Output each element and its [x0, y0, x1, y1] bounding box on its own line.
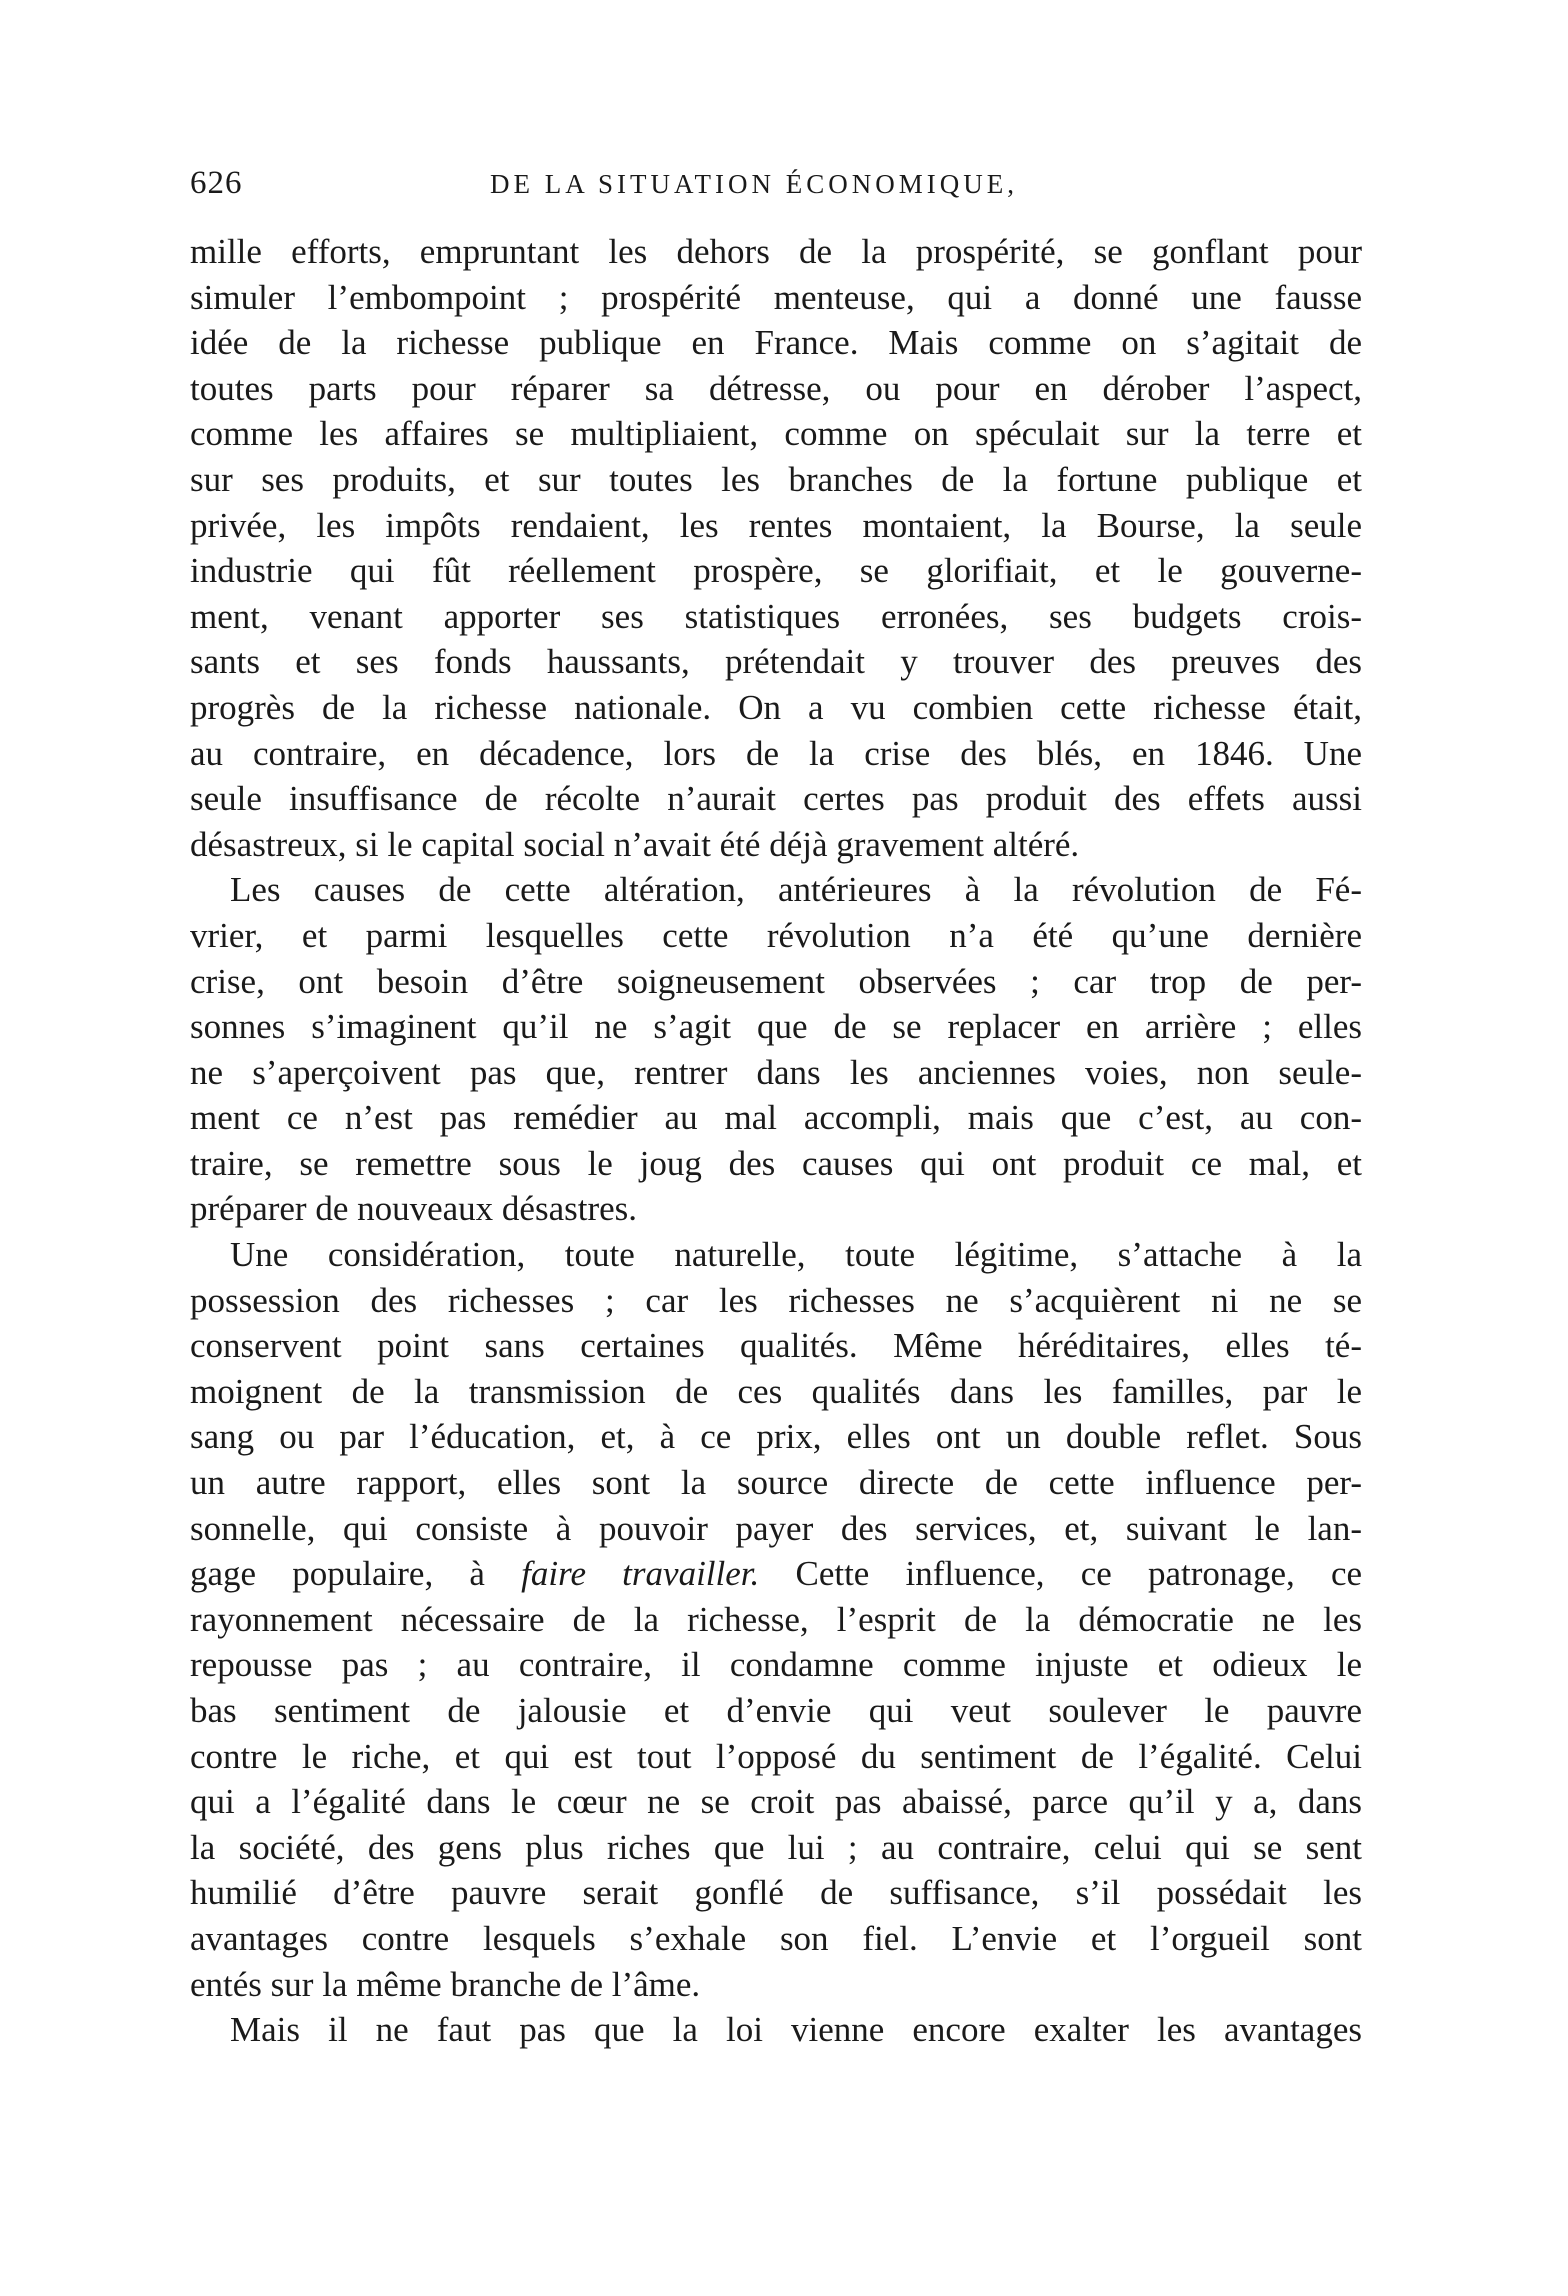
text-line: humilié d’être pauvre serait gonflé de suffisance, s’il possédait les [190, 1873, 1362, 1913]
text-line: ment ce n’est pas remédier au mal accompli, mais que c’est, au con- [190, 1098, 1362, 1138]
text-line: mille efforts, empruntant les dehors de la prospérité, se gonflant pour [190, 232, 1362, 271]
text-line: idée de la richesse publique en France. Mais comme on s’agitait de [190, 323, 1362, 363]
running-title: DE LA SITUATION ÉCONOMIQUE, [490, 169, 1018, 199]
text-line: possession des richesses ; car les richesses ne s’acquièrent ni ne se [190, 1280, 1362, 1320]
text-line: qui a l’égalité dans le cœur ne se croit pas abaissé, parce qu’il y a, dans [190, 1782, 1362, 1822]
text-line: crise, ont besoin d’être soigneusement observées ; car trop de per- [190, 961, 1362, 1001]
text-line: Mais il ne faut pas que la loi vienne encore exalter les avantages [230, 2010, 1362, 2050]
text-line: sonnelle, qui consiste à pouvoir payer des services, et, suivant le lan- [190, 1508, 1362, 1548]
text-line: Les causes de cette altération, antérieures à la révolution de Fé- [230, 870, 1362, 910]
text-line: seule insuffisance de récolte n’aurait certes pas produit des effets aussi [190, 779, 1362, 819]
text-line: rayonnement nécessaire de la richesse, l’esprit de la démocratie ne les [190, 1599, 1362, 1639]
text-line: moignent de la transmission de ces qualités dans les familles, par le [190, 1371, 1362, 1411]
paragraph-3 [190, 1232, 1362, 2007]
text-line: ne s’aperçoivent pas que, rentrer dans les anciennes voies, non seule- [190, 1052, 1362, 1092]
paragraph-2 [190, 867, 1362, 1232]
text-line: toutes parts pour réparer sa détresse, ou pour en dérober l’aspect, [190, 368, 1362, 408]
text-line: entés sur la même branche de l’âme. [190, 1964, 701, 2004]
text-line: préparer de nouveaux désastres. [190, 1189, 638, 1229]
italic-phrase: faire travailler. [521, 1554, 760, 1594]
text-line: sur ses produits, et sur toutes les branches de la fortune publique et [190, 459, 1362, 499]
text-line: ment, venant apporter ses statistiques erronées, ses budgets crois- [190, 596, 1362, 636]
text-line: désastreux, si le capital social n’avait été déjà gravement altéré. [190, 824, 1080, 864]
paragraph-4 [190, 2007, 1362, 2053]
text-line: un autre rapport, elles sont la source directe de cette influence per- [190, 1463, 1362, 1503]
page-header [190, 165, 1370, 205]
text-line: comme les affaires se multipliaient, comme on spéculait sur la terre et [190, 414, 1362, 454]
text-line: sants et ses fonds haussants, prétendait y trouver des preuves des [190, 642, 1362, 682]
paragraph-1 [190, 229, 1362, 867]
text-line: industrie qui fût réellement prospère, se glorifiait, et le gouverne- [190, 551, 1362, 591]
text-line: sonnes s’imaginent qu’il ne s’agit que de se replacer en arrière ; elles [190, 1007, 1362, 1047]
text-line: progrès de la richesse nationale. On a vu combien cette richesse était, [190, 687, 1362, 727]
text-line-with-italic [190, 1551, 1362, 1597]
text-line: bas sentiment de jalousie et d’envie qui veut soulever le pauvre [190, 1691, 1362, 1730]
text-line: privée, les impôts rendaient, les rentes montaient, la Bourse, la seule [190, 505, 1362, 545]
text-line: contre le riche, et qui est tout l’opposé du sentiment de l’égalité. Celui [190, 1736, 1362, 1776]
text-line: simuler l’embompoint ; prospérité menteuse, qui a donné une fausse [190, 277, 1362, 317]
text-line: Une considération, toute naturelle, toute légitime, s’attache à la [230, 1235, 1362, 1275]
text-fragment: Cette influence, ce patronage, ce [795, 1554, 1363, 1594]
text-line: sang ou par l’éducation, et, à ce prix, elles ont un double reflet. Sous [190, 1417, 1362, 1457]
page-number: 626 [190, 165, 243, 201]
text-line: avantages contre lesquels s’exhale son fiel. L’envie et l’orgueil sont [190, 1918, 1362, 1958]
text-line: conservent point sans certaines qualités. Même héréditaires, elles té- [190, 1326, 1362, 1366]
body-text [190, 229, 1362, 2053]
text-line: vrier, et parmi lesquelles cette révolution n’a été qu’une dernière [190, 915, 1362, 955]
text-line: repousse pas ; au contraire, il condamne comme injuste et odieux le [190, 1645, 1362, 1685]
text-line: au contraire, en décadence, lors de la crise des blés, en 1846. Une [190, 733, 1362, 773]
text-line: la société, des gens plus riches que lui ; au contraire, celui qui se sent [190, 1827, 1362, 1867]
text-line: traire, se remettre sous le joug des causes qui ont produit ce mal, et [190, 1143, 1362, 1183]
text-fragment: gage populaire, à [190, 1554, 485, 1594]
